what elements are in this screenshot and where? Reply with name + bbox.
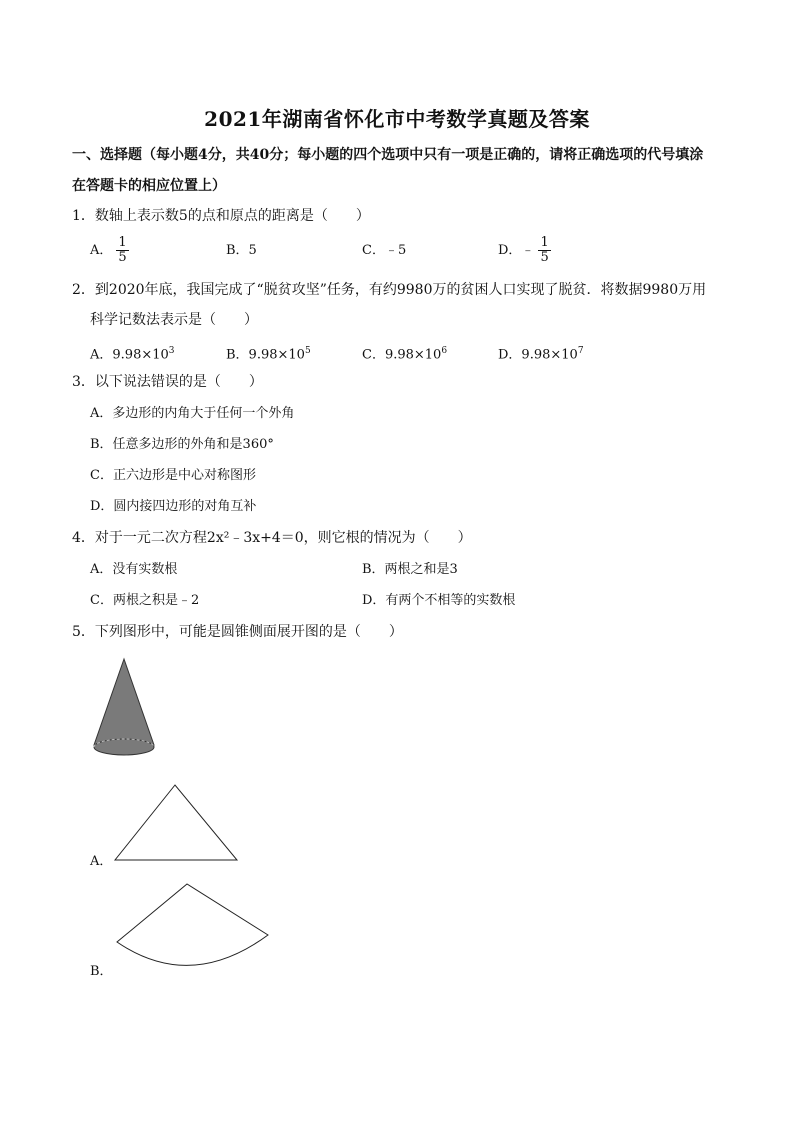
q1-option-d-fraction [538,236,550,265]
question-2-stem-line1: 2．到2020年底，我国完成了“脱贫攻坚”任务，有约9980万的贫困人口实现了脱贫．将数据9980万用 [72,282,707,298]
q4-option-b: B．两根之和是3 [362,562,458,577]
q2-option-a [90,341,175,365]
q5-option-a-label: A． [90,854,113,869]
q2-b-base: B．9.98×10 [226,347,305,363]
q4-option-d: D．有两个不相等的实数根 [362,593,516,608]
q2-d-exponent: 7 [577,346,584,356]
question-3-stem: 3．以下说法错误的是（ ） [72,374,263,390]
page-title: 2021年湖南省怀化市中考数学真题及答案 [204,107,590,131]
q1-a-numerator: 1 [118,235,127,250]
q3-option-c: C．正六边形是中心对称图形 [90,468,256,483]
q3-option-a: A．多边形的内角大于任何一个外角 [90,406,295,421]
q2-a-base: A．9.98×10 [90,347,169,363]
q2-option-d [498,341,584,365]
q1-option-d-prefix: D．﹣ [498,243,535,258]
q4-option-c: C．两根之积是﹣2 [90,593,200,608]
q2-c-exponent: 6 [441,346,448,356]
q2-option-b [226,341,311,365]
q1-option-b: B．5 [226,243,257,258]
q1-option-d [498,236,551,265]
q2-d-base: D．9.98×10 [498,347,578,363]
cone-figure [88,655,168,765]
triangle-shape [115,785,237,860]
q1-option-a-prefix: A． [90,243,113,258]
q2-a-exponent: 3 [168,346,175,356]
q1-a-denominator: 5 [118,250,127,265]
q1-option-a-fraction [116,236,128,265]
question-5-stem: 5．下列图形中，可能是圆锥侧面展开图的是（ ） [72,624,403,640]
q1-option-a [90,236,129,265]
q1-d-denominator: 5 [540,250,549,265]
q5-option-b-label: B． [90,964,113,979]
section-heading-line2: 在答题卡的相应位置上） [72,178,226,194]
section-heading-line1: 一、选择题（每小题4分，共40分；每小题的四个选项中只有一项是正确的，请将正确选项的代号填涂 [72,147,704,163]
q5-option-b-sector [112,882,272,977]
q4-option-a: A．没有实数根 [90,562,178,577]
q2-c-base: C．9.98×10 [362,347,442,363]
question-1-stem: 1．数轴上表示数5的点和原点的距离是（ ） [72,208,370,224]
q1-d-numerator: 1 [540,235,549,250]
sector-shape [117,884,268,965]
cone-body [94,659,154,745]
q5-option-a-triangle [112,783,242,863]
question-4-stem: 4．对于一元二次方程2x²﹣3x+4＝0，则它根的情况为（ ） [72,530,472,546]
question-2-stem-line2: 科学记数法表示是（ ） [90,312,258,328]
q2-b-exponent: 5 [304,346,311,356]
q2-option-c [362,341,447,365]
q3-option-d: D．圆内接四边形的对角互补 [90,499,257,514]
q1-option-c: C．﹣5 [362,243,407,258]
q3-option-b: B．任意多边形的外角和是360° [90,437,274,452]
